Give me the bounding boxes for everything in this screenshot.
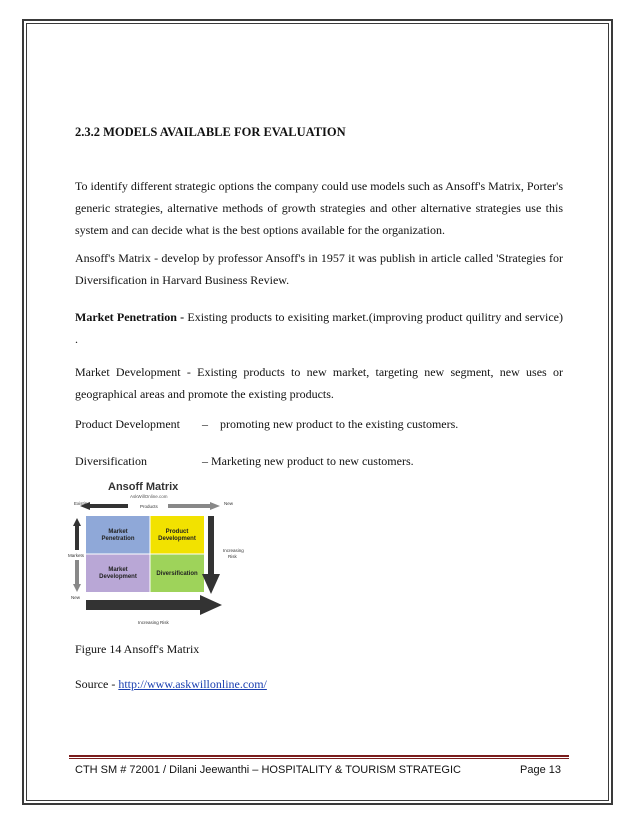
top-new-label: New: [224, 501, 234, 506]
right-risk-label-line2: Risk: [228, 554, 237, 559]
diversification-row: [75, 450, 414, 472]
cell-market-penetration-text-line2: Penetration: [101, 536, 135, 542]
cell-product-development-text-line1: Product: [165, 529, 189, 535]
quadrant-market-penetration: [86, 516, 150, 554]
section-heading: 2.3.2 MODELS AVAILABLE FOR EVALUATION: [75, 125, 346, 139]
top-right-arrow: [168, 502, 220, 510]
market-penetration-label: Market Penetration -: [75, 310, 185, 324]
cell-market-penetration-text-line1: Market: [108, 529, 128, 535]
cell-diversification: Diversification: [156, 571, 198, 577]
market-penetration-paragraph: [75, 306, 563, 350]
quadrant-market-development: [86, 554, 150, 592]
product-development-label: Product Development: [75, 417, 180, 431]
bottom-risk-label: Increasing Risk: [138, 620, 169, 625]
right-down-arrow: [202, 516, 220, 594]
cell-market-development-text-line2: Development: [99, 574, 137, 580]
footer-page-number: Page 13: [520, 764, 561, 776]
product-development-dash: –: [202, 417, 208, 431]
cell-market-development-text-line1: Market: [108, 567, 128, 573]
left-down-arrow: [73, 560, 81, 592]
intro-paragraph: To identify different strategic options the company could use models such as Ansoff's Matrix, Porter's generic strategies, alternative methods of growth strategies and other alternative strategies use this system and can decide what is the best options available for the organization.: [75, 179, 563, 237]
footer-rule-thick: [69, 755, 569, 757]
right-risk-label-line1: Increasing: [223, 548, 244, 553]
product-development-desc: promoting new product to the existing customers.: [220, 417, 459, 431]
diversification-desc: – Marketing new product to new customers.: [202, 454, 414, 468]
footer-rule-thin: [69, 758, 569, 759]
figure-subtitle: AskWillOnline.com: [130, 494, 168, 499]
ansoff-matrix-graphic: [68, 478, 256, 628]
ansoff-matrix-figure: [68, 478, 256, 628]
source-link[interactable]: http://www.askwillonline.com/: [118, 677, 267, 691]
left-markets-label: Markets: [68, 553, 85, 558]
cell-product-development-text-line2: Development: [158, 536, 196, 542]
source-line: [75, 677, 267, 692]
source-prefix: Source -: [75, 677, 119, 691]
market-development-paragraph: Market Development - Existing products to new market, targeting new segment, new uses or geographical areas and promote the existing products.: [75, 365, 563, 401]
quadrant-product-development: [150, 516, 204, 554]
figure-caption: Figure 14 Ansoff's Matrix: [75, 642, 200, 656]
figure-title: Ansoff Matrix: [108, 481, 179, 493]
diversification-label: Diversification: [75, 454, 147, 468]
bottom-right-arrow: [86, 595, 222, 615]
left-up-arrow: [73, 518, 81, 550]
market-penetration-text: Existing products to exisiting market.(improving product quilitry and service) .: [75, 310, 563, 346]
product-development-row: [75, 413, 459, 435]
ansoff-paragraph: Ansoff's Matrix - develop by professor Ansoff's in 1957 it was publish in article called 'Strategies for Diversification in Harvard Business Review.: [75, 251, 563, 287]
top-existing-label: Existing: [74, 501, 90, 506]
top-products-label: Products: [140, 504, 158, 509]
left-new-label: New: [71, 595, 81, 600]
footer-left-text: CTH SM # 72001 / Dilani Jeewanthi – HOSPITALITY & TOURISM STRATEGIC: [75, 764, 461, 776]
